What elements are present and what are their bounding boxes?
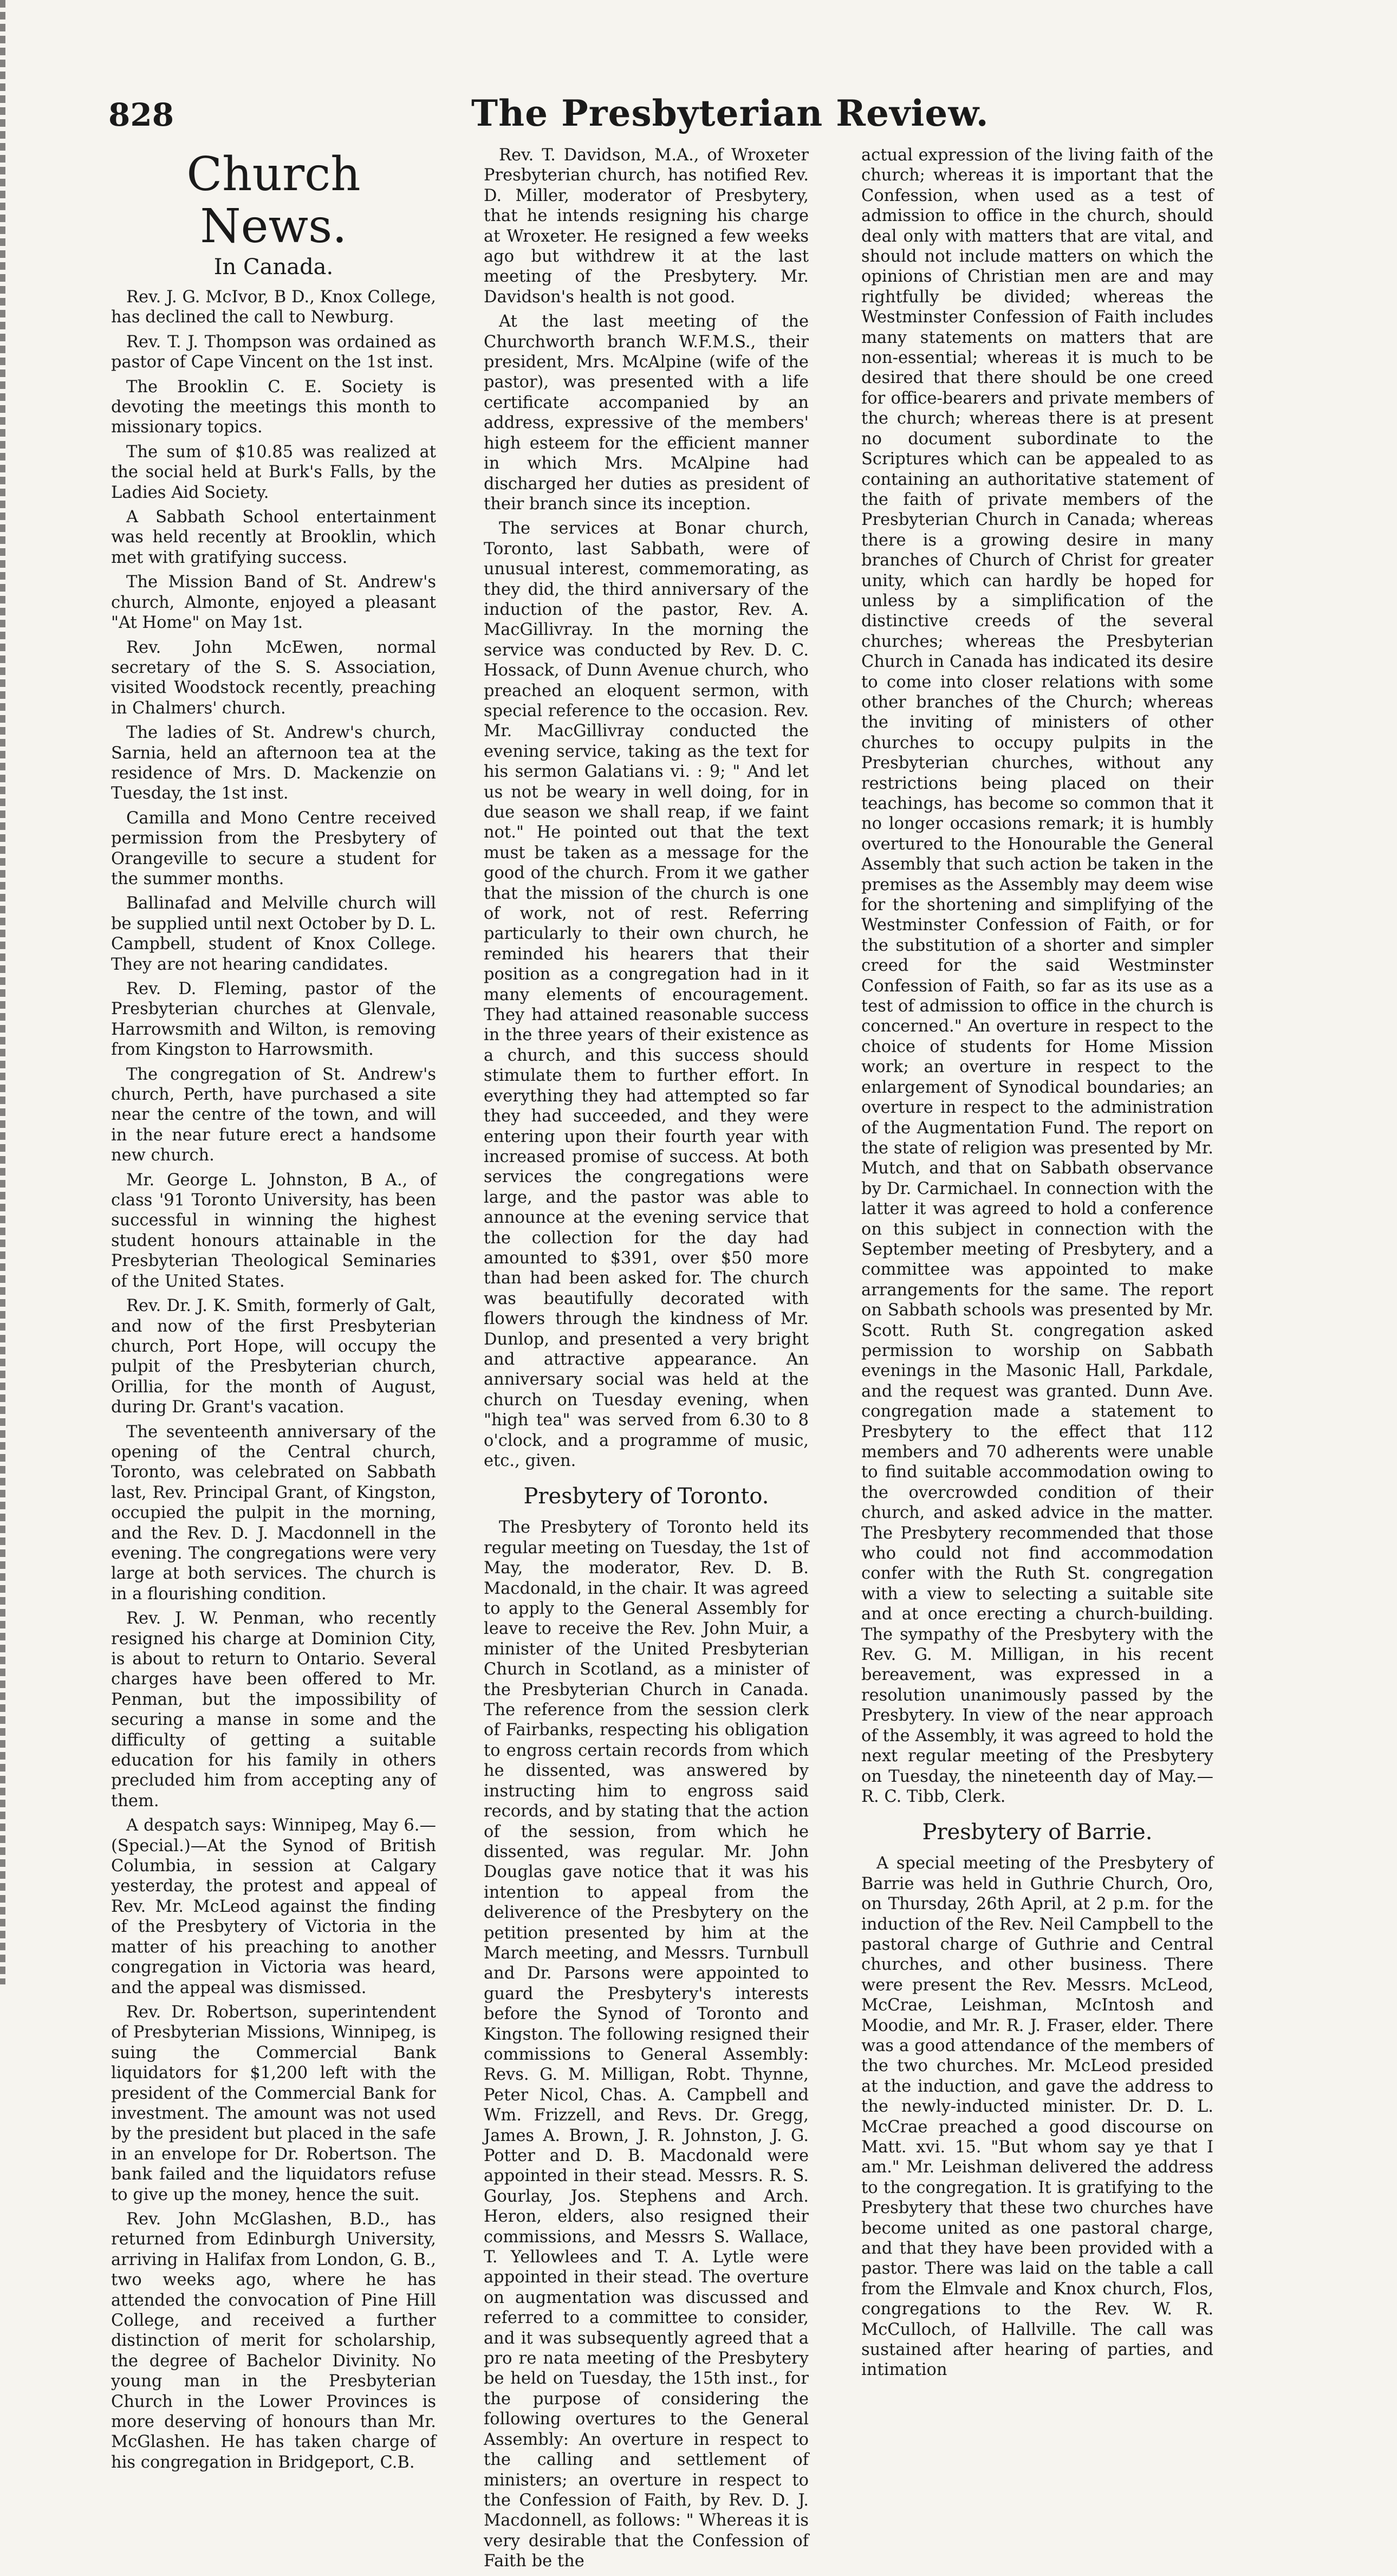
running-title: The Presbyterian Review. xyxy=(471,92,989,134)
news-item: Rev. J. G. McIvor, B D., Knox College, has declined the call to Newburg. xyxy=(111,288,436,327)
column-2 xyxy=(484,145,809,2576)
news-item: The Brooklin C. E. Society is devoting the meetings this month to missionary topics. xyxy=(111,377,436,437)
section-title-presbytery-of-barrie: Presbytery of Barrie. xyxy=(922,1820,1153,1845)
news-item: Rev. Dr. Robertson, superintendent of Presbyterian Missions, Winnipeg, is suing the Commercial Bank liquidators for $1,200 left with the president of the Commercial Bank for investment. The amount was not used by the president but placed in the safe in an envelope for Dr. Robertson. The bank failed and the liquidators refuse to give up the money, hence the suit. xyxy=(111,2002,436,2204)
news-item: The congregation of St. Andrew's church, Perth, have purchased a site near the centre of the town, and will in the near future erect a handsome new church. xyxy=(111,1065,436,1165)
news-item: A despatch says: Winnipeg, May 6.—(Special.)—At the Synod of British Columbia, in session at Calgary yesterday, the protest and appeal of Rev. Mr. McLeod against the finding of the Presbytery of Victoria in the matter of his preaching to another congregation in Victoria was heard, and the appeal was dismissed. xyxy=(111,1816,436,1997)
report-paragraph: A special meeting of the Presbytery of Barrie was held in Guthrie Church, Oro, on Thursday, 26th April, at 2 p.m. for the induction of the Rev. Neil Campbell to the pastoral charge of Guthrie and Central churches, and other business. There were present the Rev. Messrs. McLeod, McCrae, Leishman, McIntosh and Moodie, and Mr. R. J. Fraser, elder. There was a good attendance of the members of the two churches. Mr. McLeod presided at the induction, and gave the address to the newly-inducted minister. Dr. D. L. McCrae preached a good discourse on Matt. xvi. 15. "But whom say ye that I am." Mr. Leishman delivered the address to the congregation. It is gratifying to the Presbytery that these two churches have become united as one pastoral charge, and that they have been provided with a pastor. There was laid on the table a call from the Elmvale and Knox church, Flos, congregations to the Rev. W. R. McCulloch, of Hallville. The call was sustained after hearing of parties, and intimation xyxy=(861,1854,1213,2380)
news-item: Mr. George L. Johnston, B A., of class '91 Toronto University, has been successful in winning the highest student honours attainable in the Presbyterian Theological Seminaries of the United States. xyxy=(111,1170,436,1291)
column-1 xyxy=(111,145,436,2477)
news-item: Rev. Dr. J. K. Smith, formerly of Galt, and now of the first Presbyterian church, Port Hope, will occupy the pulpit of the Presbyterian church, Orillia, for the month of August, during Dr. Grant's vacation. xyxy=(111,1296,436,1417)
news-item: Ballinafad and Melville church will be supplied until next October by D. L. Campbell, student of Knox College. They are not hearing candidates. xyxy=(111,894,436,974)
report-paragraph-continued: actual expression of the living faith of the church; whereas it is important that the Confession, when used as a test of admission to office in the church, should deal only with matters that are vital, and should not include matters on which the opinions of Christian men are and may rightfully be divided; whereas the Westminster Confession of Faith includes many statements on matters that are non-essential; whereas it is much to be desired that there should be one creed for office-bearers and private members of the church; whereas there is at present no document subordinate to the Scriptures which can be appealed to as containing an authoritative statement of the faith of private members of the Presbyterian Church in Canada; whereas there is a growing desire in many branches of Church of Christ for greater unity, which can hardly be hoped for unless by a simplification of the distinctive creeds of the several churches; whereas the Presbyterian Church in Canada has indicated its desire to come into closer relations with some other branches of the Church; whereas the inviting of ministers of other churches to occupy pulpits in the Presbyterian churches, without any restrictions being placed on their teachings, has become so common that it no longer occasions remark; it is humbly overtured to the Honourable the General Assembly that such action be taken in the premises as the Assembly may deem wise for the shortening and simplifying of the Westminster Confession of Faith, or for the substitution of a shorter and simpler creed for the said Westminster Confession of Faith, so far as its use as a test of admission to office in the church is concerned." An overture in respect to the choice of students for Home Mission work; an overture in respect to the enlargement of Synodical boundaries; an overture in respect to the administration of the Augmentation Fund. The report on the state of religion was presented by Mr. Mutch, and that on Sabbath observance by Dr. Carmichael. In connection with the latter it was agreed to hold a conference on this subject in connection with the September meeting of Presbytery, and a committee was appointed to make arrangements for the same. The report on Sabbath schools was presented by Mr. Scott. Ruth St. congregation asked permission to worship on Sabbath evenings in the Masonic Hall, Parkdale, and the request was granted. Dunn Ave. congregation made a statement to Presbytery to the effect that 112 members and 70 adherents were unable to find suitable accommodation owing to the overcrowded condition of their church, and asked advice in the matter. The Presbytery recommended that those who could not find accommodation confer with the Ruth St. congregation with a view to selecting a suitable site and at once erecting a church-building. The sympathy of the Presbytery with the Rev. G. M. Milligan, in his recent bereavement, was expressed in a resolution unanimously passed by the Presbytery. In view of the near approach of the Assembly, it was agreed to hold the next regular meeting of the Presbytery on Tuesday, the nineteenth day of May.—R. C. Tibb, Clerk. xyxy=(861,146,1213,1806)
news-item: A Sabbath School entertainment was held recently at Brooklin, which met with gratifying success. xyxy=(111,508,436,567)
news-item: The Mission Band of St. Andrew's church, Almonte, enjoyed a pleasant "At Home" on May 1st. xyxy=(111,573,436,633)
news-item: Rev. John McGlashen, B.D., has returned from Edinburgh University, arriving in Halifax from London, G. B., two weeks ago, where he has attended the convocation of Pine Hill College, and received a further distinction of merit for scholarship, the degree of Bachelor Divinity. No young man in the Presbyterian Church in the Lower Provinces is more deserving of honours than Mr. McGlashen. He has taken charge of his congregation in Bridgeport, C.B. xyxy=(111,2209,436,2472)
news-item: The sum of $10.85 was realized at the social held at Burk's Falls, by the Ladies Aid Society. xyxy=(111,442,436,502)
news-item: Rev. T. J. Thompson was ordained as pastor of Cape Vincent on the 1st inst. xyxy=(111,332,436,372)
news-item: The seventeenth anniversary of the opening of the Central church, Toronto, was celebrated on Sabbath last, Rev. Principal Grant, of Kingston, occupied the pulpit in the morning, and the Rev. D. J. Macdonnell in the evening. The congregations were very large at both services. The church is in a flourishing condition. xyxy=(111,1422,436,1604)
news-item: Rev. J. W. Penman, who recently resigned his charge at Dominion City, is about to return to Ontario. Several charges have been offered to Mr. Penman, but the impossibility of securing a manse in some and the difficulty of getting a suitable education for his family in others precluded him from accepting any of them. xyxy=(111,1609,436,1811)
news-item: The services at Bonar church, Toronto, last Sabbath, were of unusual interest, commemorating, as they did, the third anniversary of the induction of the pastor, Rev. A. MacGillivray. In the morning the service was conducted by Rev. D. C. Hossack, of Dunn Avenue church, who preached an eloquent sermon, with special reference to the occasion. Rev. Mr. MacGillivray conducted the evening service, taking as the text for his sermon Galatians vi. : 9; " And let us not be weary in well doing, for in due season we shall reap, if we faint not." He pointed out that the text must be taken as a message for the good of the church. From it we gather that the mission of the church is one of work, not of rest. Referring particularly to their own church, he reminded his hearers that their position as a congregation had in it many elements of encouragement. They had attained reasonable success in the three years of their existence as a church, and this success should stimulate them to further effort. In everything they had attempted so far they had succeeded, and they were entering upon their fourth year with increased promise of success. At both services the congregations were large, and the pastor was able to announce at the evening service that the collection for the day had amounted to $391, over $50 more than had been asked for. The church was beautifully decorated with flowers through the kindness of Mr. Dunlop, and presented a very bright and attractive appearance. An anniversary social was held at the church on Tuesday evening, when "high tea" was served from 6.30 to 8 o'clock, and a programme of music, etc., given. xyxy=(484,519,809,1470)
subsection-title-in-canada: In Canada. xyxy=(213,255,334,280)
section-title-presbytery-of-toronto: Presbytery of Toronto. xyxy=(523,1484,769,1509)
column-3 xyxy=(861,145,1213,2385)
page-edge-rule xyxy=(0,0,5,1984)
page-number: 828 xyxy=(108,96,174,133)
news-item: Rev. D. Fleming, pastor of the Presbyterian churches at Glenvale, Harrowsmith and Wilton, is removing from Kingston to Harrowsmith. xyxy=(111,979,436,1060)
news-item: At the last meeting of the Churchworth branch W.F.M.S., their president, Mrs. McAlpine (wife of the pastor), was presented with a life certificate accompanied by an address, expressive of the members' high esteem for the efficient manner in which Mrs. McAlpine had discharged her duties as president of their branch since its inception. xyxy=(484,312,809,514)
section-title-church-news: Church News. xyxy=(186,147,361,254)
news-item: Camilla and Mono Centre received permission from the Presbytery of Orangeville to secure a student for the summer months. xyxy=(111,808,436,888)
news-item: Rev. T. Davidson, M.A., of Wroxeter Presbyterian church, has notified Rev. D. Miller, moderator of Presbytery, that he intends resigning his charge at Wroxeter. He resigned a few weeks ago but withdrew it at the last meeting of the Presbytery. Mr. Davidson's health is not good. xyxy=(484,146,809,307)
news-item: The ladies of St. Andrew's church, Sarnia, held an afternoon tea at the residence of Mrs. D. Mackenzie on Tuesday, the 1st inst. xyxy=(111,723,436,803)
report-paragraph: The Presbytery of Toronto held its regular meeting on Tuesday, the 1st of May, the moderator, Rev. D. B. Macdonald, in the chair. It was agreed to apply to the General Assembly for leave to receive the Rev. John Muir, a minister of the United Presbyterian Church in Scotland, as a minister of the Presbyterian Church in Canada. The reference from the session clerk of Fairbanks, respecting his obligation to engross certain records from which he dissented, was answered by instructing him to engross said records, and by stating that the action of the session, from which he dissented, was regular. Mr. John Douglas gave notice that it was his intention to appeal from the deliverence of the Presbytery on the petition presented by him at the March meeting, and Messrs. Turnbull and Dr. Parsons were appointed to guard the Presbytery's interests before the Synod of Toronto and Kingston. The following resigned their commissions to General Assembly: Revs. G. M. Milligan, Robt. Thynne, Peter Nicol, Chas. A. Campbell and Wm. Frizzell, and Revs. Dr. Gregg, James A. Brown, J. R. Johnston, J. G. Potter and D. B. Macdonald were appointed in their stead. Messrs. R. S. Gourlay, Jos. Stephens and Arch. Heron, elders, also resigned their commissions, and Messrs S. Wallace, T. Yellowlees and T. A. Lytle were appointed in their stead. The overture on augmentation was discussed and referred to a committee to consider, and it was subsequently agreed that a pro re nata meeting of the Presbytery be held on Tuesday, the 15th inst., for the purpose of considering the following overtures to the General Assembly: An overture in respect to the calling and settlement of ministers; an overture in respect to the Confession of Faith, by Rev. D. J. Macdonnell, as follows: " Whereas it is very desirable that the Confession of Faith be the xyxy=(484,1518,809,2571)
news-item: Rev. John McEwen, normal secretary of the S. S. Association, visited Woodstock recently, preaching in Chalmers' church. xyxy=(111,638,436,718)
